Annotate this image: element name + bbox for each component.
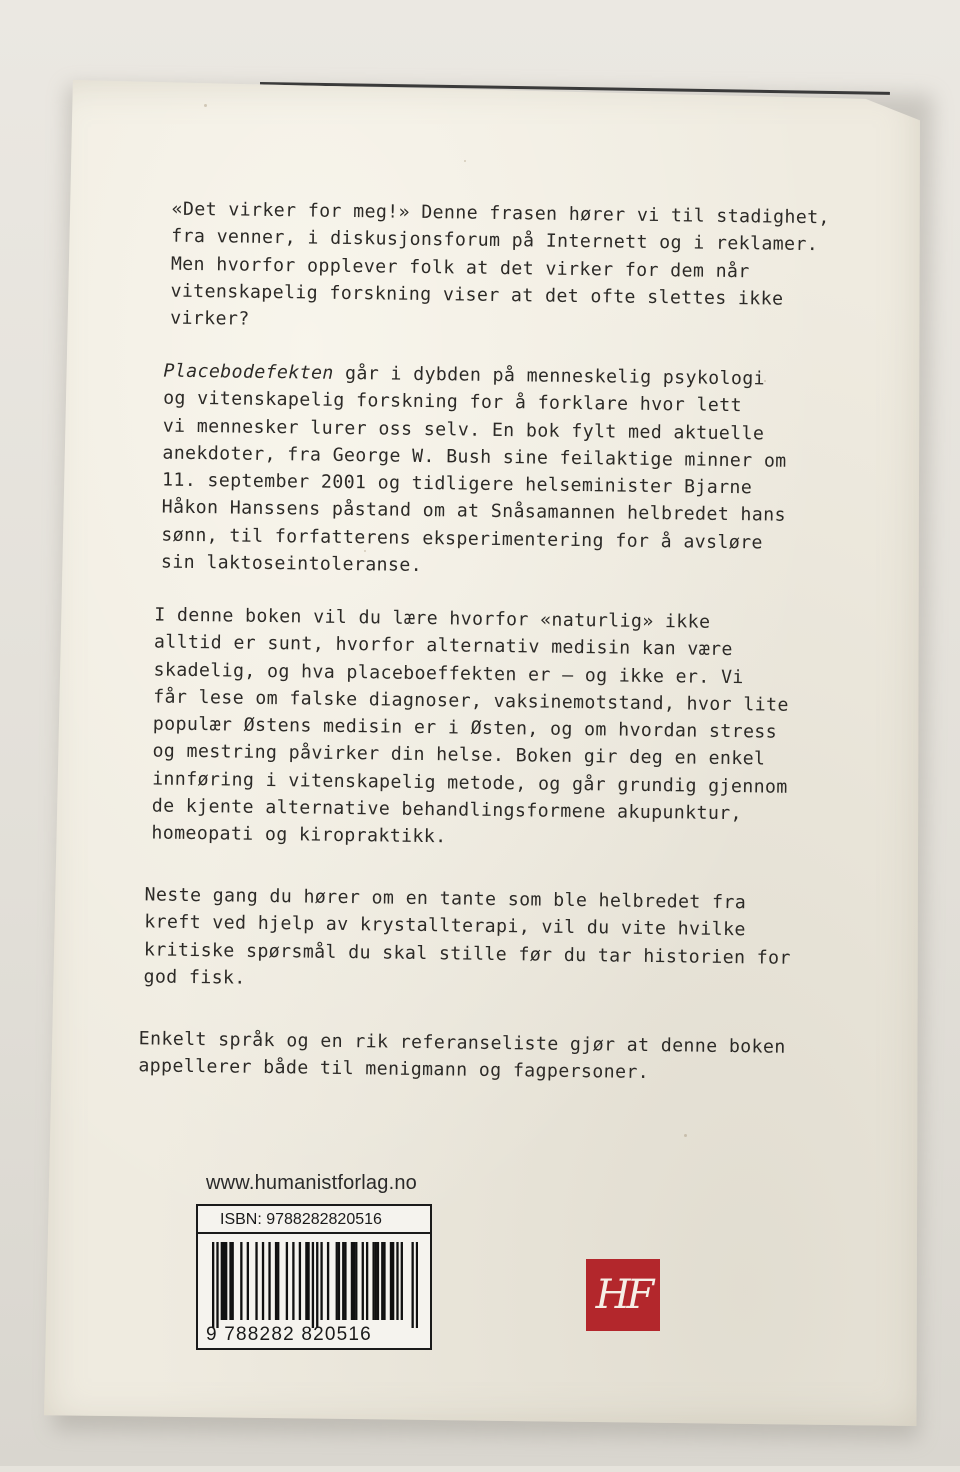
- barcode-bar: [305, 1242, 307, 1320]
- text-line: Håkon Hanssens påstand om at Snåsamannen helbredet hans: [161, 497, 787, 527]
- barcode-bar: [366, 1242, 368, 1320]
- barcode-bar: [307, 1242, 309, 1320]
- text-line: anekdoter, fra George W. Bush sine feilaktige minner om: [162, 442, 787, 472]
- text-line: 11. september 2001 og tidligere helseminister Bjarne: [161, 469, 753, 499]
- text-line: appellerer både til menigmann og fagpersoner.: [138, 1055, 650, 1084]
- text-line: Placebodefekten går i dybden på menneskelig psykologi: [163, 360, 766, 390]
- paragraph-next-time: [143, 881, 884, 1000]
- barcode-bar: [342, 1242, 344, 1320]
- barcode-bar: [216, 1242, 218, 1328]
- text-line: homeopati og kiropraktikk.: [151, 822, 447, 848]
- barcode-bar: [232, 1242, 234, 1320]
- text-line: får lese om falske diagnoser, vaksinemotstand, hvor lite: [153, 686, 789, 716]
- barcode-bar: [268, 1242, 270, 1320]
- text-line: Men hvorfor opplever folk at det virker for dem når: [170, 253, 750, 282]
- barcode-bar: [381, 1242, 383, 1320]
- barcode-bar: [351, 1242, 353, 1320]
- barcode-bar: [212, 1242, 214, 1328]
- barcode-digits: 9 788282 820516: [206, 1324, 372, 1345]
- text-line: de kjente alternative behandlingsformene akupunktur,: [151, 795, 743, 825]
- barcode-bar: [372, 1242, 374, 1320]
- paragraph-closing: [138, 1025, 879, 1089]
- text-line: sin laktoseintoleranse.: [160, 551, 423, 577]
- barcode-bar: [292, 1242, 294, 1320]
- text-line: alltid er sunt, hvorfor alternativ medisin kan være: [153, 631, 733, 661]
- barcode-bar: [344, 1242, 346, 1320]
- barcode-bar: [223, 1242, 225, 1320]
- barcode-bar: [362, 1242, 364, 1320]
- barcode-bar: [392, 1242, 394, 1320]
- barcode-bar: [396, 1242, 398, 1320]
- isbn-barcode-box: [196, 1204, 432, 1350]
- barcode-bar: [390, 1242, 392, 1320]
- barcode-bar: [286, 1242, 288, 1320]
- text-line: fra venner, i diskusjonsforum på Internett og i reklamer.: [171, 225, 819, 256]
- barcode-bar: [316, 1242, 318, 1328]
- barcode-bar: [338, 1242, 340, 1320]
- barcode-bar: [255, 1242, 257, 1320]
- barcode-bar: [221, 1242, 223, 1320]
- text-line: I denne boken vil du lære hvorfor «naturlig» ikke: [154, 604, 711, 633]
- barcode-bars: [212, 1242, 418, 1328]
- barcode-bar: [375, 1242, 377, 1320]
- text-line: innføring i vitenskapelig metode, og går grundig gjennom: [152, 768, 788, 798]
- text-line: «Det virker for meg!» Denne frasen hører vi til stadighet,: [171, 198, 830, 229]
- text-line: kreft ved hjelp av krystallterapi, vil du vite hvilke: [144, 911, 746, 941]
- text-line: Neste gang du hører om en tante som ble helbredet fra: [144, 884, 747, 914]
- barcode-bar: [299, 1242, 301, 1320]
- barcode-bar: [225, 1242, 227, 1320]
- text-line: og vitenskapelig forskning for å forklare hvor lett: [162, 387, 743, 417]
- text-line: populær Østens medisin er i Østen, og om hvordan stress: [152, 713, 778, 743]
- paragraph-intro: [170, 196, 892, 342]
- barcode-bar: [262, 1242, 264, 1320]
- barcode-bar: [401, 1242, 403, 1320]
- barcode-bar: [383, 1242, 385, 1320]
- publisher-website: www.humanistforlag.no: [206, 1172, 417, 1194]
- text-line: vi mennesker lurer oss selv. En bok fylt med aktuelle: [162, 415, 765, 445]
- barcode-bar: [353, 1242, 355, 1320]
- text-line: sønn, til forfatterens eksperimentering for å avsløre: [161, 524, 763, 554]
- publisher-logo-icon: HF: [586, 1259, 660, 1331]
- text-line: virker?: [170, 307, 250, 330]
- barcode-bar: [377, 1242, 379, 1320]
- isbn-label: ISBN: 9788282820516: [198, 1206, 430, 1234]
- text-line: kritiske spørsmål du skal stille før du tar historien for: [143, 938, 791, 969]
- text-line: skadelig, og hva placeboeffekten er – og ikke er. Vi: [153, 659, 744, 688]
- text-line: god fisk.: [143, 966, 246, 989]
- barcode-bar: [327, 1242, 329, 1320]
- text-line: og mestring påvirker din helse. Boken gir deg en enkel: [152, 740, 766, 770]
- paragraph-topics: [151, 601, 874, 856]
- barcode-bar: [336, 1242, 338, 1320]
- text-line: vitenskapelig forskning viser at det ofte slettes ikke: [170, 280, 784, 310]
- barcode-bar: [229, 1242, 231, 1320]
- paragraph-book-summary: [161, 358, 884, 586]
- barcode-bar: [320, 1242, 322, 1320]
- barcode-bar: [275, 1242, 277, 1320]
- barcode-bar: [247, 1242, 249, 1320]
- barcode-bar: [355, 1242, 357, 1320]
- text-line: Enkelt språk og en rik referanseliste gjør at denne boken: [138, 1028, 786, 1058]
- barcode-bar: [240, 1242, 242, 1320]
- barcode-bar: [277, 1242, 279, 1320]
- barcode-bar: [416, 1242, 418, 1328]
- barcode-bar: [312, 1242, 314, 1328]
- book-title: Placebodefekten: [163, 360, 334, 384]
- barcode-bar: [411, 1242, 413, 1328]
